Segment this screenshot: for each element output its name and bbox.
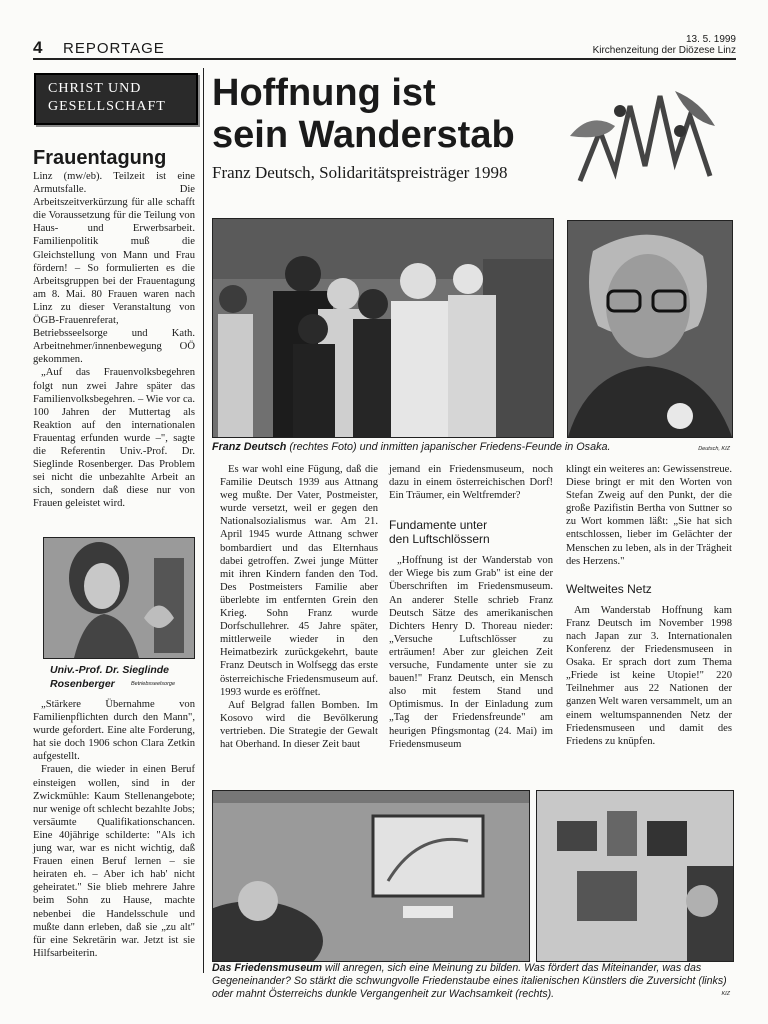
sidebar-paragraph: „Auf das Frauenvolksbegehren folgt nun zwei Jahre später das Familienvolksbegehren. – Wie vor ca. 100 Jahren der Muttertag als Reaktion auf den internationalen Frauentag erfunden wurde –", sagte die Referentin Univ.-Prof. Dr. Sieglinde Rosenberger. Das Problem sei nicht die unbezahlte Arbeit an sich, sondern daß diese nur von Frauen geleistet wird.	[33, 367, 195, 510]
page-number: 4	[33, 38, 43, 57]
rosenberger-caption-line2: Rosenberger	[50, 678, 115, 690]
museum-photo-right-graphic	[537, 791, 733, 961]
article-paragraph: jemand ein Friedensmuseum, noch dazu in einem österreichischen Dorf! Ein Träumer, ein Weltfremder?	[389, 464, 553, 502]
peace-logo	[560, 76, 730, 186]
article-paragraph: Es war wohl eine Fügung, daß die Familie Deutsch 1939 aus Attnang weg mußte. Der Vater, Postmeister, wurde versetzt, weil er gegen den Nationalsozialismus war. Am 21. April 1945 wurde Attnang schwer bombardiert und das Elternhaus dabei getroffen. Zwei junge Mütter mit ihren Kindern fanden den Tod. Des Postmeisters Familie aber überlebte im entfernten Grein den Krieg. Sohn Franz wurde Dorfschullehrer. 45 Jahre später, mittlerweile wieder in den Heimatbezirk zurückgekehrt, baute Franz Deutsch in Wolfsegg das erste österreichische Friedensmuseum auf. 1993 wurde es eröffnet.	[220, 464, 378, 698]
article-paragraph: klingt ein weiteres an: Gewissenstreue. Diese bringt er mit den Worten von Stefan Zweig auf den Punkt, der die große Pazifistin Bertha von Suttner so zu Wort kommen läßt: „Sie hat sich entschlossen, lieber im Gelächter der Menschen zu leben, als in der Trägheit des Herzens."	[566, 464, 732, 567]
photo-caption-bold: Franz Deutsch	[212, 441, 287, 453]
section-tag-line1: CHRIST UND	[48, 81, 142, 96]
issue-date: 13. 5. 1999	[685, 34, 736, 45]
rosenberger-photo-credit: Betriebsseelsorge	[131, 681, 176, 687]
sidebar-paragraph: „Stärkere Übernahme von Familienpflichten durch den Mann", wurde gefordert. Eine alte Forderung, hat sie doch 1906 schon Clara Zetkin aufgestellt.	[33, 699, 195, 763]
sidebar-paragraph: Frauen, die wieder in einen Beruf einsteigen wollen, sind in der Zwickmühle: Kaum Stellenangebote; nur wenige oft schlecht bezahlte Jobs; versäumte Qualifikationschancen. Eine 40jährige schilderte: "Als ich jung war, war es nicht wichtig, daß Frauen einen Beruf lernen – sie heiraten eh. – Aber ich hab' nicht geheiratet." Sie blieb mehrere Jahre beim Sohn zu Hause, machte nebenbei die Handelsschule und mußte dann erleben, daß sie „zu alt" für eine Sekretärin war. Jetzt ist sie Hilfsarbeiterin.	[33, 764, 195, 959]
sidebar-text	[33, 170, 195, 510]
franz-deutsch-portrait	[567, 220, 733, 438]
section-tag	[34, 73, 198, 125]
museum-photo-left-graphic	[213, 791, 529, 961]
peace-logo-graphic	[560, 76, 730, 186]
photo-credit: Deutsch, KIZ	[698, 446, 730, 452]
rosenberger-caption-line1: Univ.-Prof. Dr. Sieglinde	[50, 664, 170, 676]
sidebar-text-continued	[33, 698, 195, 960]
article-column-2	[389, 463, 553, 751]
article-column-3	[566, 463, 732, 748]
article-paragraph: „Hoffnung ist der Wanderstab von der Wiege bis zum Grab" ist eine der Überschriften im Friedensmuseum. An anderer Stelle schrieb Franz Deutsch Sätze des amerikanischen Dichters Henry D. Thoreau nieder: „Versuche Luftschlösser zu erträumen! Aber zur gleichen Zeit versuche, Fundamente unter sie zu bauen!" Franz Deutsch, ein Mensch also mit festem Stand und Optimismus. In der Einladung zum „Tag der Friedensfreunde" am heurigen Pfingsmontag (24. Mai) im Friedensmuseum	[389, 555, 553, 750]
osaka-group-photo-graphic	[213, 219, 553, 437]
publication-name: Kirchenzeitung der Diözese Linz	[592, 45, 736, 56]
photo-caption-text: (rechtes Foto) und inmitten japanischer Friedens-Feunde in Osaka.	[286, 441, 611, 453]
museum-photo-right	[536, 790, 734, 962]
section-label: REPORTAGE	[63, 40, 165, 57]
main-headline-line1: Hoffnung ist	[212, 72, 436, 114]
museum-photo-left	[212, 790, 530, 962]
article-column-1	[220, 463, 378, 751]
article-paragraph: Auf Belgrad fallen Bomben. Im Kosovo wird die Bevölkerung vertrieben. Die Strategie der Gewalt hat Oberhand. In dieser Zeit baut	[220, 699, 378, 750]
bottom-caption-text: will anregen, sich eine Meinung zu bilden. Was fördert das Miteinander, was das Gegeneinander? So stärkt die schwungvolle Friedenstaube eines italienischen Künstlers die Zuversicht (links) oder mahnt Österreichs dunkle Vergangenheit zur Wachsamkeit (rechts).	[212, 962, 727, 1000]
article-paragraph: Am Wanderstab Hoffnung kam Franz Deutsch im November 1998 nach Japan zur 3. Internationalen Konferenz der Friedensmuseen in Osaka. Er sprach dort zum Thema „Friede ist keine Utopie!" 220 Teilnehmer aus 22 Nationen der ganzen Welt waren versammelt, um an einem weltumspannenden Netz der Friedensmuseen und damit des Friedens zu knüpfen.	[566, 604, 732, 747]
sidebar-paragraph: Linz (mw/eb). Teilzeit ist eine Armutsfalle. Die Arbeitszeitverkürzung für alle schafft die Voraussetzung für die Teilung von Haus- und Erwerbsarbeit. Familienpolitik muß die Gleichstellung von Mann und Frau fördern! – So formulierten es die Arbeitsgruppen bei der Frauentagung am 8. Mai. 80 Frauen waren nach Linz zu dieser Veranstaltung von ÖGB-Frauenreferat, Betriebsseelsorge und Kath. Arbeitnehmer/innenbewegung OÖ gekommen.	[33, 171, 195, 366]
column-2-subhead-line2: den Luftschlössern	[389, 532, 490, 547]
column-2-subhead-line1: Fundamente unter	[389, 518, 488, 533]
bottom-caption-bold: Das Friedensmuseum	[212, 962, 323, 974]
bottom-caption	[212, 962, 732, 1001]
column-3-subhead: Weltweites Netz	[566, 581, 652, 596]
header-rule	[33, 58, 736, 60]
rosenberger-photo-graphic	[44, 538, 194, 658]
sidebar-headline: Frauentagung	[33, 147, 167, 169]
main-subheadline: Franz Deutsch, Solidaritätspreisträger 1998	[212, 163, 508, 182]
bottom-photo-credit: KIZ	[721, 991, 730, 997]
osaka-group-photo	[212, 218, 554, 438]
photo-caption	[212, 441, 682, 453]
rosenberger-photo	[43, 537, 195, 659]
sidebar-divider	[203, 68, 204, 973]
section-tag-line2: GESELLSCHAFT	[48, 99, 166, 114]
franz-deutsch-portrait-graphic	[568, 221, 732, 437]
main-headline-line2: sein Wanderstab	[212, 114, 515, 156]
